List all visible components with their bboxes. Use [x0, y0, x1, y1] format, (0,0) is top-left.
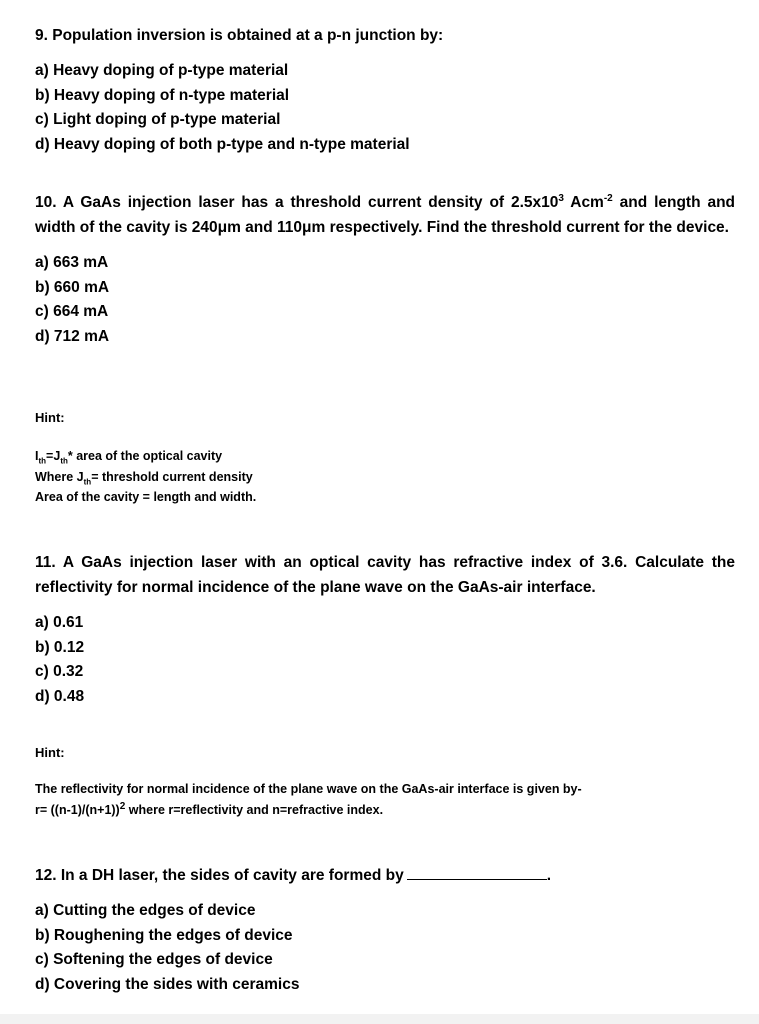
question-12-option-d: d) Covering the sides with ceramics	[35, 976, 300, 994]
question-10-stem-part-b: Acm	[563, 194, 604, 211]
question-12-stem-text: 12. In a DH laser, the sides of cavity are formed by	[35, 867, 404, 884]
question-10-option-c: c) 664 mA	[35, 303, 109, 321]
question-9	[35, 23, 735, 158]
question-12-option-a: a) Cutting the edges of device	[35, 902, 256, 919]
hint-superscript: 2	[119, 800, 126, 812]
question-10-hint	[35, 410, 735, 508]
question-11	[35, 550, 735, 710]
hint-text: I	[35, 449, 39, 463]
question-10-hint-line-2	[35, 467, 735, 488]
question-12	[35, 863, 735, 998]
question-11-option-a: a) 0.61	[35, 614, 84, 631]
hint-text: Where J	[35, 469, 84, 484]
hint-subscript: th	[38, 456, 47, 466]
hint-text: = threshold current density	[91, 469, 253, 484]
question-12-option-b: b) Roughening the edges of device	[35, 926, 293, 944]
question-12-stem-end: .	[546, 867, 552, 884]
question-11-hint	[35, 745, 735, 821]
question-12-option-c: c) Softening the edges of device	[35, 951, 273, 969]
question-10-stem-exponent-2: -2	[603, 192, 613, 204]
question-10-option-d: d) 712 mA	[35, 328, 110, 346]
question-10-option-b: b) 660 mA	[35, 278, 110, 296]
hint-subscript: th	[83, 477, 92, 486]
question-12-stem	[35, 863, 735, 888]
question-9-option-b: b) Heavy doping of n-type material	[35, 86, 290, 104]
page-bottom-edge	[0, 1014, 759, 1024]
question-9-stem: 9. Population inversion is obtained at a p-n junction by:	[35, 27, 444, 44]
question-11-hint-title: Hint:	[35, 745, 65, 760]
hint-subscript: th	[60, 456, 68, 466]
hint-text: r= ((n-1)/(n+1))	[35, 803, 120, 817]
answer-blank	[407, 867, 547, 880]
question-10-option-a: a) 663 mA	[35, 254, 109, 271]
question-10	[35, 190, 735, 350]
question-11-hint-line-1: The reflectivity for normal incidence of the plane wave on the GaAs-air interface is given by-	[35, 782, 582, 796]
question-10-hint-line-3: Area of the cavity = length and width.	[35, 490, 257, 504]
question-10-stem-part-c: and length and width of the cavity is 240μm and 110μm respectively. Find the threshold current for the device.	[35, 194, 736, 236]
question-11-hint-line-2	[35, 800, 735, 821]
question-11-option-b: b) 0.12	[35, 638, 85, 656]
question-9-option-d: d) Heavy doping of both p-type and n-type material	[35, 136, 410, 154]
hint-text: where r=reflectivity and n=refractive index.	[125, 803, 384, 817]
question-11-option-c: c) 0.32	[35, 663, 84, 681]
question-9-option-a: a) Heavy doping of p-type material	[35, 62, 289, 79]
question-10-stem-part-a: 10. A GaAs injection laser has a threshold current density of 2.5x10	[35, 194, 559, 211]
question-10-stem-exponent-1: 3	[558, 192, 564, 204]
question-10-hint-title: Hint:	[35, 410, 65, 425]
question-11-stem: 11. A GaAs injection laser with an optical cavity has refractive index of 3.6. Calculate the reflectivity for normal incidence of the plane wave on the GaAs-air interface.	[35, 554, 735, 596]
hint-text: =J	[46, 449, 61, 463]
question-11-option-d: d) 0.48	[35, 688, 85, 706]
hint-text: * area of the optical cavity	[67, 449, 223, 463]
question-10-hint-line-1	[35, 446, 735, 467]
question-10-stem	[35, 190, 735, 240]
question-9-option-c: c) Light doping of p-type material	[35, 111, 281, 129]
